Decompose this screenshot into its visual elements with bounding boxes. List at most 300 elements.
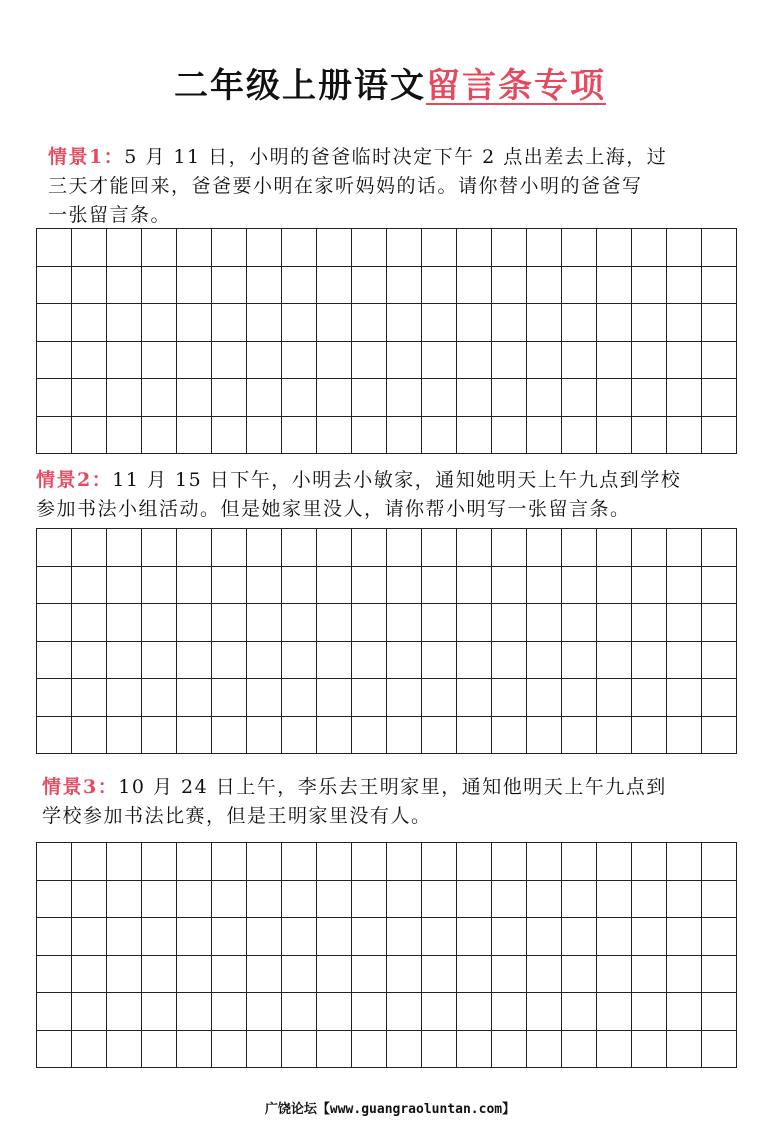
grid-cell[interactable] <box>107 1031 142 1069</box>
grid-cell[interactable] <box>37 679 72 717</box>
grid-cell[interactable] <box>317 229 352 267</box>
grid-cell[interactable] <box>212 1031 247 1069</box>
grid-cell[interactable] <box>492 717 527 755</box>
grid-cell[interactable] <box>597 918 632 956</box>
grid-cell[interactable] <box>422 379 457 417</box>
grid-cell[interactable] <box>562 1031 597 1069</box>
grid-cell[interactable] <box>632 1031 667 1069</box>
grid-cell[interactable] <box>702 567 737 605</box>
grid-cell[interactable] <box>632 717 667 755</box>
grid-cell[interactable] <box>527 342 562 380</box>
grid-cell[interactable] <box>457 417 492 455</box>
grid-cell[interactable] <box>667 993 702 1031</box>
grid-cell[interactable] <box>562 918 597 956</box>
grid-cell[interactable] <box>457 342 492 380</box>
grid-cell[interactable] <box>352 417 387 455</box>
grid-cell[interactable] <box>667 918 702 956</box>
grid-cell[interactable] <box>422 993 457 1031</box>
grid-cell[interactable] <box>562 717 597 755</box>
grid-cell[interactable] <box>387 417 422 455</box>
grid-cell[interactable] <box>702 918 737 956</box>
grid-cell[interactable] <box>667 417 702 455</box>
grid-cell[interactable] <box>702 1031 737 1069</box>
grid-cell[interactable] <box>142 956 177 994</box>
grid-cell[interactable] <box>247 529 282 567</box>
grid-cell[interactable] <box>212 993 247 1031</box>
grid-cell[interactable] <box>422 956 457 994</box>
grid-cell[interactable] <box>387 567 422 605</box>
grid-cell[interactable] <box>37 604 72 642</box>
grid-cell[interactable] <box>317 342 352 380</box>
grid-cell[interactable] <box>317 529 352 567</box>
grid-cell[interactable] <box>597 843 632 881</box>
grid-cell[interactable] <box>527 993 562 1031</box>
grid-cell[interactable] <box>352 881 387 919</box>
grid-cell[interactable] <box>107 993 142 1031</box>
grid-cell[interactable] <box>632 642 667 680</box>
grid-cell[interactable] <box>142 642 177 680</box>
grid-cell[interactable] <box>142 1031 177 1069</box>
grid-cell[interactable] <box>632 379 667 417</box>
grid-cell[interactable] <box>422 342 457 380</box>
grid-cell[interactable] <box>352 993 387 1031</box>
grid-cell[interactable] <box>282 679 317 717</box>
grid-cell[interactable] <box>37 881 72 919</box>
grid-cell[interactable] <box>387 379 422 417</box>
grid-cell[interactable] <box>317 642 352 680</box>
grid-cell[interactable] <box>212 918 247 956</box>
grid-cell[interactable] <box>107 229 142 267</box>
grid-cell[interactable] <box>527 229 562 267</box>
grid-cell[interactable] <box>387 717 422 755</box>
grid-cell[interactable] <box>632 843 667 881</box>
grid-cell[interactable] <box>632 604 667 642</box>
grid-cell[interactable] <box>457 717 492 755</box>
grid-cell[interactable] <box>632 956 667 994</box>
grid-cell[interactable] <box>387 881 422 919</box>
grid-cell[interactable] <box>667 267 702 305</box>
grid-cell[interactable] <box>562 379 597 417</box>
grid-cell[interactable] <box>597 267 632 305</box>
grid-cell[interactable] <box>37 529 72 567</box>
grid-cell[interactable] <box>72 717 107 755</box>
grid-cell[interactable] <box>457 918 492 956</box>
grid-cell[interactable] <box>142 229 177 267</box>
grid-cell[interactable] <box>387 642 422 680</box>
grid-cell[interactable] <box>177 267 212 305</box>
grid-cell[interactable] <box>422 567 457 605</box>
grid-cell[interactable] <box>282 229 317 267</box>
grid-cell[interactable] <box>107 717 142 755</box>
grid-cell[interactable] <box>247 843 282 881</box>
grid-cell[interactable] <box>422 229 457 267</box>
grid-cell[interactable] <box>247 956 282 994</box>
grid-cell[interactable] <box>107 604 142 642</box>
grid-cell[interactable] <box>247 267 282 305</box>
grid-cell[interactable] <box>457 679 492 717</box>
grid-cell[interactable] <box>317 1031 352 1069</box>
grid-cell[interactable] <box>597 956 632 994</box>
grid-cell[interactable] <box>632 417 667 455</box>
grid-cell[interactable] <box>667 1031 702 1069</box>
grid-cell[interactable] <box>142 567 177 605</box>
grid-cell[interactable] <box>492 956 527 994</box>
grid-cell[interactable] <box>387 529 422 567</box>
grid-cell[interactable] <box>422 918 457 956</box>
grid-cell[interactable] <box>457 304 492 342</box>
grid-cell[interactable] <box>597 417 632 455</box>
grid-cell[interactable] <box>527 881 562 919</box>
grid-cell[interactable] <box>177 1031 212 1069</box>
grid-cell[interactable] <box>72 567 107 605</box>
grid-cell[interactable] <box>527 304 562 342</box>
grid-cell[interactable] <box>247 342 282 380</box>
grid-cell[interactable] <box>457 1031 492 1069</box>
grid-cell[interactable] <box>37 918 72 956</box>
grid-cell[interactable] <box>562 304 597 342</box>
grid-cell[interactable] <box>597 342 632 380</box>
grid-cell[interactable] <box>457 267 492 305</box>
grid-cell[interactable] <box>177 567 212 605</box>
grid-cell[interactable] <box>177 993 212 1031</box>
grid-cell[interactable] <box>72 918 107 956</box>
grid-cell[interactable] <box>72 881 107 919</box>
grid-cell[interactable] <box>597 1031 632 1069</box>
grid-cell[interactable] <box>527 417 562 455</box>
grid-cell[interactable] <box>142 717 177 755</box>
grid-cell[interactable] <box>562 529 597 567</box>
grid-cell[interactable] <box>107 379 142 417</box>
grid-cell[interactable] <box>492 267 527 305</box>
grid-cell[interactable] <box>72 993 107 1031</box>
grid-cell[interactable] <box>352 529 387 567</box>
grid-cell[interactable] <box>702 993 737 1031</box>
grid-cell[interactable] <box>317 918 352 956</box>
grid-cell[interactable] <box>72 342 107 380</box>
grid-cell[interactable] <box>667 379 702 417</box>
grid-cell[interactable] <box>597 717 632 755</box>
grid-cell[interactable] <box>317 993 352 1031</box>
grid-cell[interactable] <box>37 267 72 305</box>
grid-cell[interactable] <box>212 267 247 305</box>
grid-cell[interactable] <box>37 229 72 267</box>
grid-cell[interactable] <box>142 342 177 380</box>
grid-cell[interactable] <box>352 567 387 605</box>
grid-cell[interactable] <box>562 342 597 380</box>
grid-cell[interactable] <box>352 956 387 994</box>
grid-cell[interactable] <box>702 304 737 342</box>
grid-cell[interactable] <box>352 267 387 305</box>
grid-cell[interactable] <box>107 918 142 956</box>
grid-cell[interactable] <box>247 379 282 417</box>
grid-cell[interactable] <box>667 881 702 919</box>
grid-cell[interactable] <box>632 529 667 567</box>
grid-cell[interactable] <box>107 342 142 380</box>
grid-cell[interactable] <box>142 304 177 342</box>
grid-cell[interactable] <box>352 717 387 755</box>
grid-cell[interactable] <box>37 567 72 605</box>
grid-cell[interactable] <box>317 679 352 717</box>
grid-cell[interactable] <box>667 342 702 380</box>
grid-cell[interactable] <box>72 379 107 417</box>
grid-cell[interactable] <box>702 229 737 267</box>
grid-cell[interactable] <box>142 918 177 956</box>
grid-cell[interactable] <box>492 918 527 956</box>
grid-cell[interactable] <box>387 604 422 642</box>
grid-cell[interactable] <box>317 417 352 455</box>
grid-cell[interactable] <box>352 379 387 417</box>
grid-cell[interactable] <box>702 956 737 994</box>
grid-cell[interactable] <box>667 717 702 755</box>
grid-cell[interactable] <box>247 304 282 342</box>
grid-cell[interactable] <box>72 604 107 642</box>
grid-cell[interactable] <box>457 604 492 642</box>
grid-cell[interactable] <box>212 717 247 755</box>
grid-cell[interactable] <box>282 417 317 455</box>
grid-cell[interactable] <box>527 1031 562 1069</box>
grid-cell[interactable] <box>37 1031 72 1069</box>
grid-cell[interactable] <box>37 342 72 380</box>
writing-grid-3[interactable] <box>36 842 737 1068</box>
grid-cell[interactable] <box>142 417 177 455</box>
grid-cell[interactable] <box>317 717 352 755</box>
grid-cell[interactable] <box>247 881 282 919</box>
grid-cell[interactable] <box>72 529 107 567</box>
grid-cell[interactable] <box>527 717 562 755</box>
grid-cell[interactable] <box>492 304 527 342</box>
grid-cell[interactable] <box>702 604 737 642</box>
grid-cell[interactable] <box>632 304 667 342</box>
grid-cell[interactable] <box>247 229 282 267</box>
grid-cell[interactable] <box>212 304 247 342</box>
grid-cell[interactable] <box>72 642 107 680</box>
grid-cell[interactable] <box>247 642 282 680</box>
grid-cell[interactable] <box>107 679 142 717</box>
grid-cell[interactable] <box>107 417 142 455</box>
grid-cell[interactable] <box>422 717 457 755</box>
grid-cell[interactable] <box>177 417 212 455</box>
grid-cell[interactable] <box>667 529 702 567</box>
grid-cell[interactable] <box>387 1031 422 1069</box>
grid-cell[interactable] <box>562 417 597 455</box>
grid-cell[interactable] <box>142 267 177 305</box>
grid-cell[interactable] <box>352 604 387 642</box>
grid-cell[interactable] <box>142 881 177 919</box>
grid-cell[interactable] <box>597 567 632 605</box>
grid-cell[interactable] <box>422 529 457 567</box>
grid-cell[interactable] <box>142 993 177 1031</box>
grid-cell[interactable] <box>457 642 492 680</box>
grid-cell[interactable] <box>247 417 282 455</box>
grid-cell[interactable] <box>107 529 142 567</box>
grid-cell[interactable] <box>527 679 562 717</box>
grid-cell[interactable] <box>247 1031 282 1069</box>
grid-cell[interactable] <box>632 567 667 605</box>
grid-cell[interactable] <box>212 642 247 680</box>
grid-cell[interactable] <box>422 881 457 919</box>
grid-cell[interactable] <box>492 529 527 567</box>
grid-cell[interactable] <box>177 379 212 417</box>
grid-cell[interactable] <box>107 304 142 342</box>
grid-cell[interactable] <box>492 229 527 267</box>
grid-cell[interactable] <box>632 918 667 956</box>
grid-cell[interactable] <box>282 956 317 994</box>
grid-cell[interactable] <box>702 679 737 717</box>
grid-cell[interactable] <box>282 717 317 755</box>
grid-cell[interactable] <box>107 567 142 605</box>
grid-cell[interactable] <box>562 229 597 267</box>
grid-cell[interactable] <box>422 304 457 342</box>
grid-cell[interactable] <box>37 304 72 342</box>
grid-cell[interactable] <box>457 881 492 919</box>
grid-cell[interactable] <box>632 267 667 305</box>
grid-cell[interactable] <box>562 843 597 881</box>
grid-cell[interactable] <box>457 567 492 605</box>
grid-cell[interactable] <box>317 843 352 881</box>
grid-cell[interactable] <box>457 843 492 881</box>
grid-cell[interactable] <box>282 1031 317 1069</box>
grid-cell[interactable] <box>667 567 702 605</box>
grid-cell[interactable] <box>317 567 352 605</box>
grid-cell[interactable] <box>177 304 212 342</box>
grid-cell[interactable] <box>597 229 632 267</box>
grid-cell[interactable] <box>177 604 212 642</box>
grid-cell[interactable] <box>422 679 457 717</box>
grid-cell[interactable] <box>702 529 737 567</box>
grid-cell[interactable] <box>597 529 632 567</box>
grid-cell[interactable] <box>212 567 247 605</box>
grid-cell[interactable] <box>527 918 562 956</box>
grid-cell[interactable] <box>72 229 107 267</box>
grid-cell[interactable] <box>492 843 527 881</box>
grid-cell[interactable] <box>387 304 422 342</box>
grid-cell[interactable] <box>37 642 72 680</box>
grid-cell[interactable] <box>597 379 632 417</box>
grid-cell[interactable] <box>667 956 702 994</box>
grid-cell[interactable] <box>317 604 352 642</box>
grid-cell[interactable] <box>142 379 177 417</box>
grid-cell[interactable] <box>107 956 142 994</box>
grid-cell[interactable] <box>177 229 212 267</box>
grid-cell[interactable] <box>282 267 317 305</box>
grid-cell[interactable] <box>562 604 597 642</box>
grid-cell[interactable] <box>352 342 387 380</box>
grid-cell[interactable] <box>597 679 632 717</box>
grid-cell[interactable] <box>562 567 597 605</box>
grid-cell[interactable] <box>667 229 702 267</box>
grid-cell[interactable] <box>72 1031 107 1069</box>
grid-cell[interactable] <box>352 304 387 342</box>
grid-cell[interactable] <box>527 956 562 994</box>
grid-cell[interactable] <box>702 342 737 380</box>
grid-cell[interactable] <box>492 642 527 680</box>
grid-cell[interactable] <box>107 881 142 919</box>
grid-cell[interactable] <box>177 956 212 994</box>
grid-cell[interactable] <box>212 379 247 417</box>
writing-grid-1[interactable] <box>36 228 737 454</box>
grid-cell[interactable] <box>282 604 317 642</box>
grid-cell[interactable] <box>387 993 422 1031</box>
grid-cell[interactable] <box>37 379 72 417</box>
grid-cell[interactable] <box>492 342 527 380</box>
grid-cell[interactable] <box>247 679 282 717</box>
grid-cell[interactable] <box>247 604 282 642</box>
grid-cell[interactable] <box>667 642 702 680</box>
grid-cell[interactable] <box>352 918 387 956</box>
grid-cell[interactable] <box>177 881 212 919</box>
grid-cell[interactable] <box>72 679 107 717</box>
grid-cell[interactable] <box>422 267 457 305</box>
grid-cell[interactable] <box>492 379 527 417</box>
grid-cell[interactable] <box>667 604 702 642</box>
grid-cell[interactable] <box>667 304 702 342</box>
grid-cell[interactable] <box>597 881 632 919</box>
grid-cell[interactable] <box>177 717 212 755</box>
writing-grid-2[interactable] <box>36 528 737 754</box>
grid-cell[interactable] <box>702 881 737 919</box>
grid-cell[interactable] <box>702 267 737 305</box>
grid-cell[interactable] <box>352 1031 387 1069</box>
grid-cell[interactable] <box>457 956 492 994</box>
grid-cell[interactable] <box>597 304 632 342</box>
grid-cell[interactable] <box>527 267 562 305</box>
grid-cell[interactable] <box>142 529 177 567</box>
grid-cell[interactable] <box>317 379 352 417</box>
grid-cell[interactable] <box>527 567 562 605</box>
grid-cell[interactable] <box>72 267 107 305</box>
grid-cell[interactable] <box>282 304 317 342</box>
grid-cell[interactable] <box>37 717 72 755</box>
grid-cell[interactable] <box>702 717 737 755</box>
grid-cell[interactable] <box>282 881 317 919</box>
grid-cell[interactable] <box>492 567 527 605</box>
grid-cell[interactable] <box>562 642 597 680</box>
grid-cell[interactable] <box>632 679 667 717</box>
grid-cell[interactable] <box>72 304 107 342</box>
grid-cell[interactable] <box>212 604 247 642</box>
grid-cell[interactable] <box>457 529 492 567</box>
grid-cell[interactable] <box>37 956 72 994</box>
grid-cell[interactable] <box>72 417 107 455</box>
grid-cell[interactable] <box>177 342 212 380</box>
grid-cell[interactable] <box>282 567 317 605</box>
grid-cell[interactable] <box>317 267 352 305</box>
grid-cell[interactable] <box>667 679 702 717</box>
grid-cell[interactable] <box>177 642 212 680</box>
grid-cell[interactable] <box>142 843 177 881</box>
grid-cell[interactable] <box>492 679 527 717</box>
grid-cell[interactable] <box>422 843 457 881</box>
grid-cell[interactable] <box>282 529 317 567</box>
grid-cell[interactable] <box>527 843 562 881</box>
grid-cell[interactable] <box>107 642 142 680</box>
grid-cell[interactable] <box>667 843 702 881</box>
grid-cell[interactable] <box>632 993 667 1031</box>
grid-cell[interactable] <box>527 642 562 680</box>
grid-cell[interactable] <box>212 956 247 994</box>
grid-cell[interactable] <box>37 417 72 455</box>
grid-cell[interactable] <box>597 604 632 642</box>
grid-cell[interactable] <box>387 843 422 881</box>
grid-cell[interactable] <box>317 881 352 919</box>
grid-cell[interactable] <box>387 679 422 717</box>
grid-cell[interactable] <box>282 993 317 1031</box>
grid-cell[interactable] <box>527 604 562 642</box>
grid-cell[interactable] <box>212 679 247 717</box>
grid-cell[interactable] <box>387 267 422 305</box>
grid-cell[interactable] <box>387 918 422 956</box>
grid-cell[interactable] <box>177 843 212 881</box>
